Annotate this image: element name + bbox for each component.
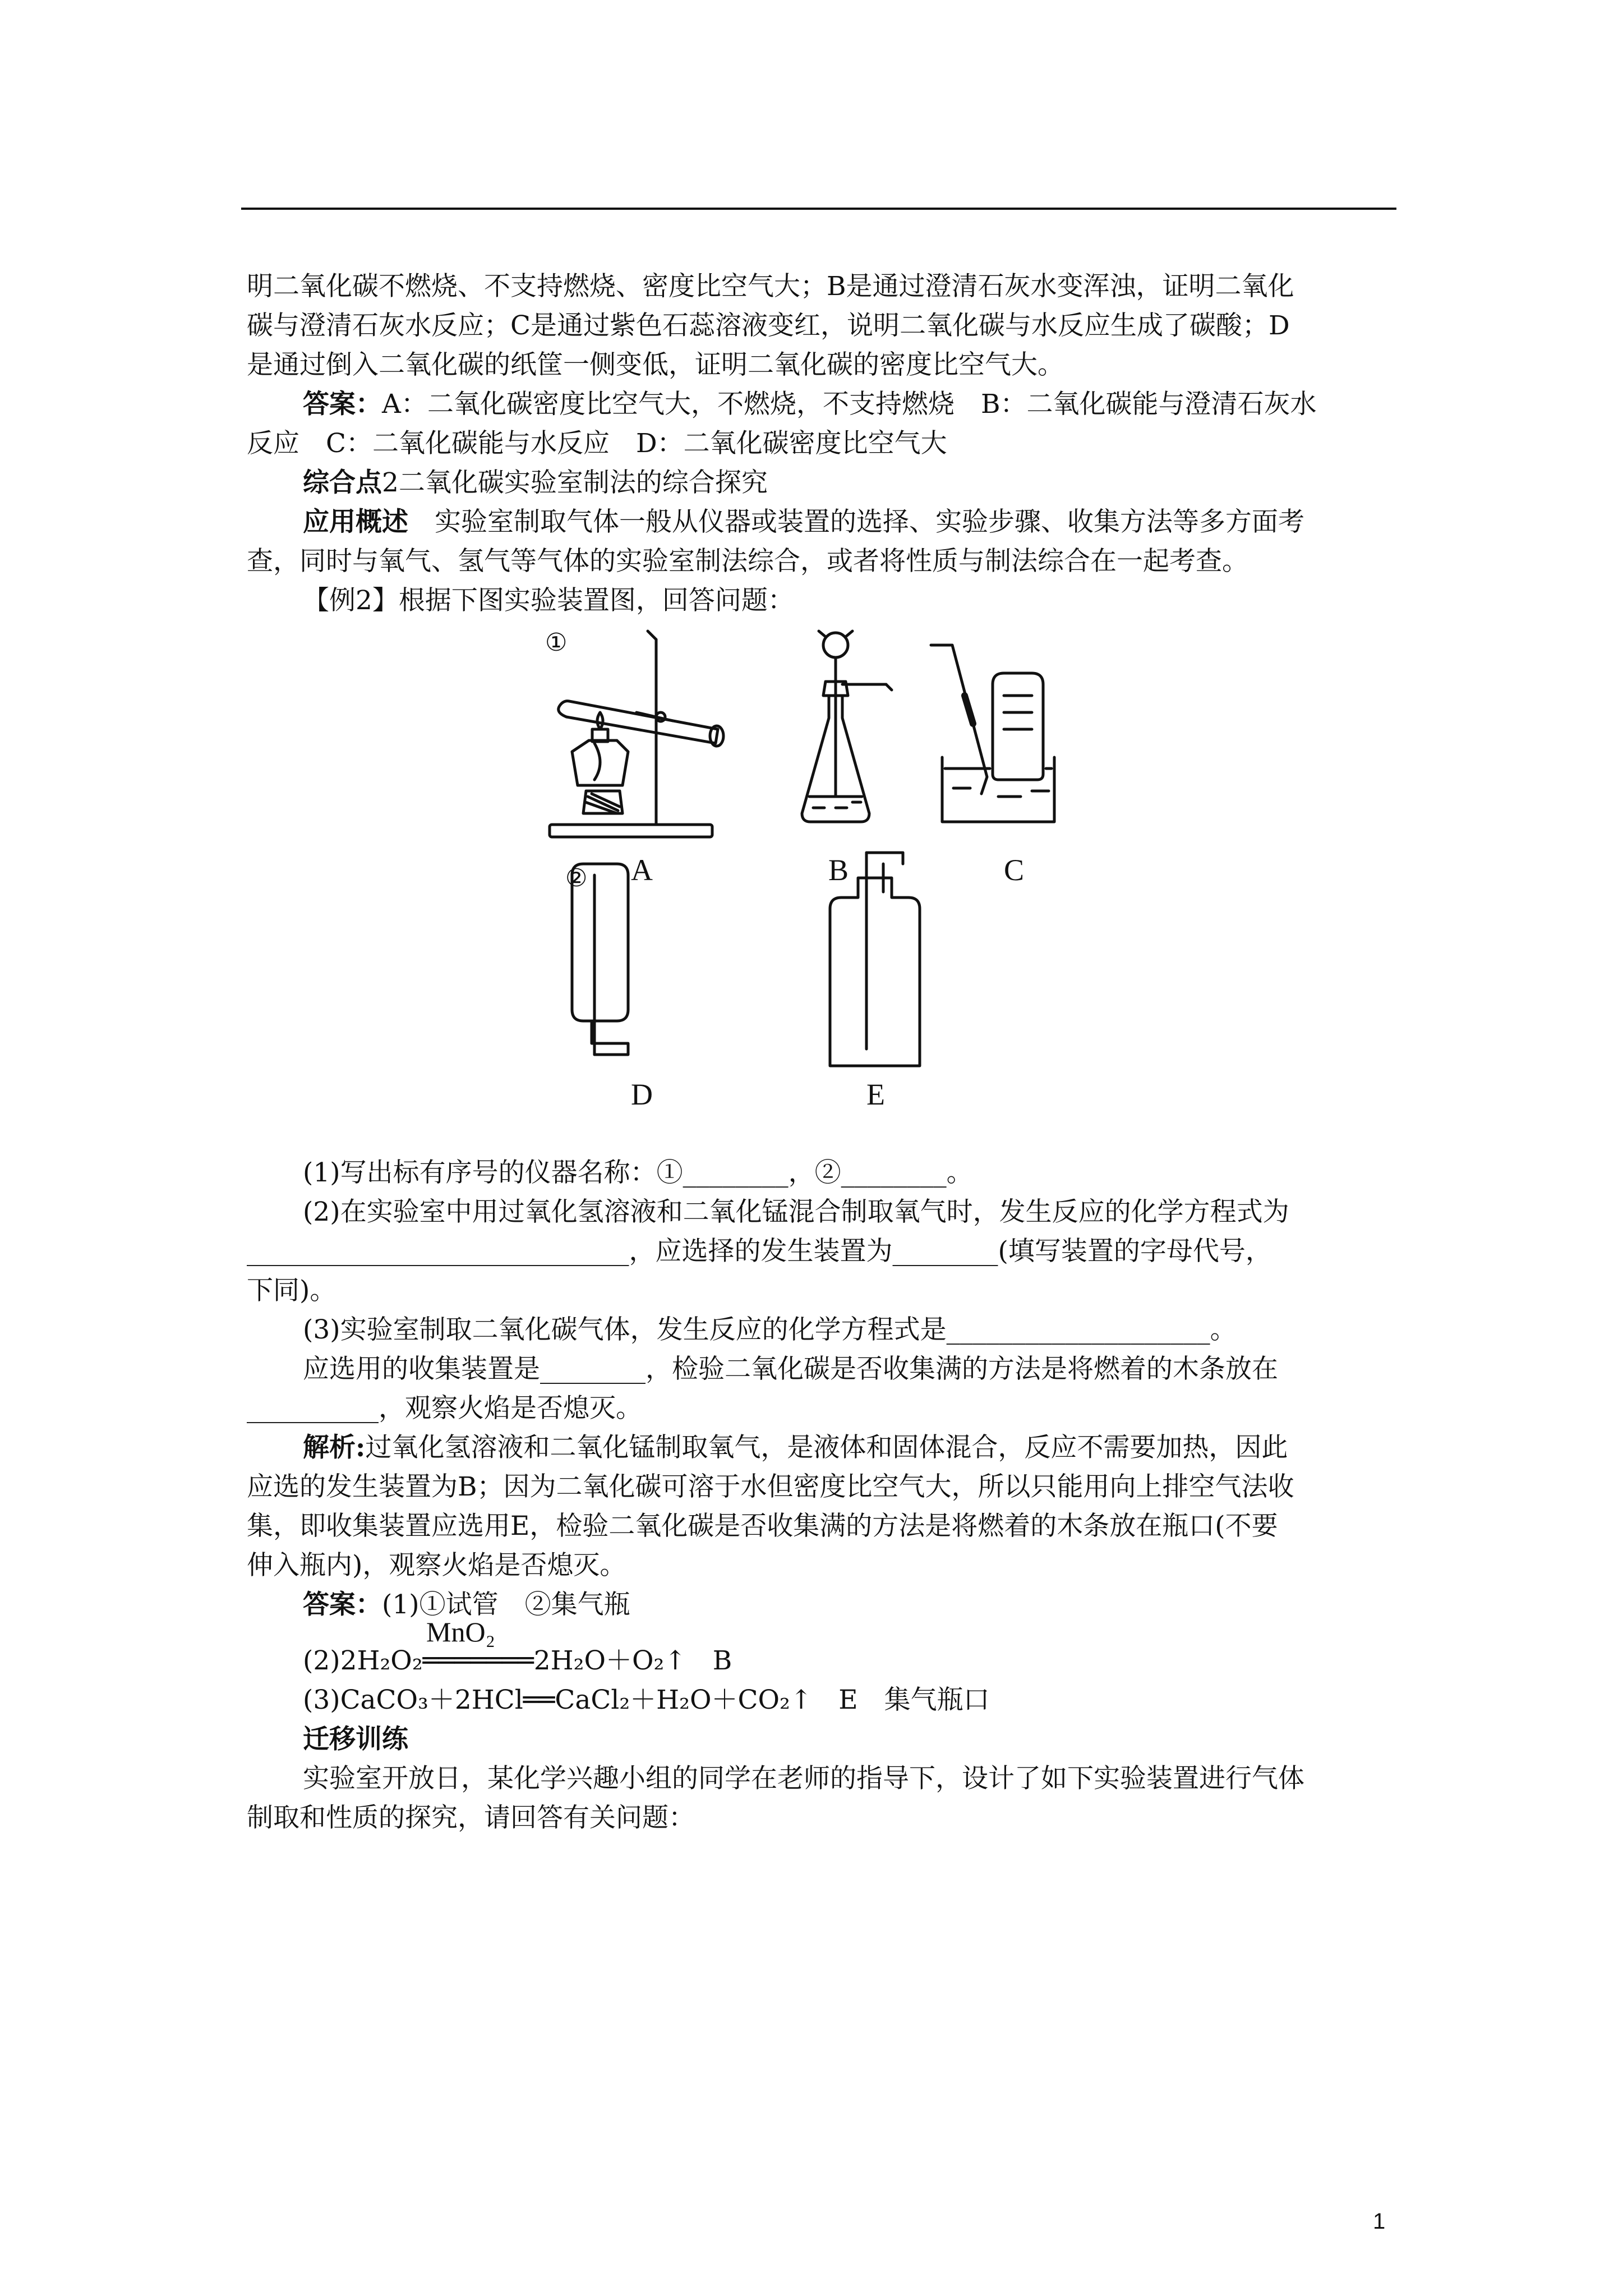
marker-2: ② — [565, 864, 588, 892]
answer-2-text: (1)①试管 ②集气瓶 — [382, 1589, 630, 1620]
answer-1-line-b: 反应 C：二氧化碳能与水反应 D：二氧化碳密度比空气大 — [247, 428, 947, 459]
para-line: 碳与澄清石灰水反应；C是通过紫色石蕊溶液变红，说明二氧化碳与水反应生成了碳酸；D — [247, 310, 1290, 341]
overview-line-a — [303, 504, 1391, 540]
label-c: C — [1004, 853, 1025, 887]
para-line: 是通过倒入二氧化碳的纸筐一侧变低，证明二氧化碳的密度比空气大。 — [247, 349, 1064, 380]
question-3-c: __________，观察火焰是否熄灭。 — [247, 1393, 642, 1424]
marker-1: ① — [545, 628, 568, 657]
question-2-c: 下同)。 — [247, 1275, 336, 1306]
topic-label: 综合点 — [303, 467, 382, 498]
answer-text: A：二氧化碳密度比空气大，不燃烧，不支持燃烧 B：二氧化碳能与澄清石灰水 — [382, 389, 1317, 420]
question-2-b: _____________________________，应选择的发生装置为________(填写装置的字母代号， — [247, 1236, 1272, 1267]
overview-line-b: 查，同时与氧气、氢气等气体的实验室制法综合，或者将性质与制法综合在一起考查。 — [247, 546, 1248, 577]
analysis-text: 过氧化氢溶液和二氧化锰制取氧气，是液体和固体混合，反应不需要加热，因此 — [365, 1432, 1288, 1463]
transfer-line-a: 实验室开放日，某化学兴趣小组的同学在老师的指导下，设计了如下实验装置进行气体 — [303, 1763, 1304, 1794]
transfer-label: 迁移训练 — [303, 1724, 408, 1755]
para-line: 明二氧化碳不燃烧、不支持燃烧、密度比空气大；B是通过澄清石灰水变浑浊，证明二氧化 — [247, 271, 1294, 302]
page-number: 1 — [1373, 2209, 1386, 2234]
label-b: B — [828, 853, 849, 887]
apparatus-c — [931, 645, 1054, 822]
question-1: (1)写出标有序号的仪器名称：①________，②________。 — [303, 1157, 973, 1188]
analysis-line-a — [303, 1429, 1391, 1466]
overview-label: 应用概述 — [303, 507, 408, 537]
apparatus-a — [550, 631, 723, 837]
answer-2-line-3: (3)CaCO₃＋2HCl══CaCl₂＋H₂O＋CO₂↑ E 集气瓶口 — [303, 1685, 990, 1715]
answer-1-line-a — [303, 386, 1391, 422]
analysis-line-b: 应选的发生装置为B；因为二氧化碳可溶于水但密度比空气大，所以只能用向上排空气法收 — [247, 1471, 1294, 1502]
example-heading: 【例2】根据下图实验装置图，回答问题： — [303, 585, 794, 616]
header-rule — [241, 208, 1396, 210]
apparatus-d — [572, 864, 628, 1055]
transfer-heading — [303, 1721, 1391, 1757]
label-e: E — [866, 1078, 885, 1111]
topic-heading — [303, 464, 1391, 501]
analysis-line-c: 集，即收集装置应选用E，检验二氧化碳是否收集满的方法是将燃着的木条放在瓶口(不要 — [247, 1511, 1278, 1542]
label-a: A — [631, 853, 653, 887]
answer-label: 答案： — [303, 389, 382, 420]
answer-2-line-2: (2)2H₂O₂═══════2H₂O＋O₂↑ B — [303, 1645, 732, 1676]
apparatus-b — [802, 631, 892, 822]
question-3-a: (3)实验室制取二氧化碳气体，发生反应的化学方程式是____________________。 — [303, 1314, 1237, 1345]
answer-2-label: 答案： — [303, 1589, 382, 1620]
question-3-b: 应选用的收集装置是________，检验二氧化碳是否收集满的方法是将燃着的木条放在 — [303, 1354, 1278, 1384]
topic-text: 2二氧化碳实验室制法的综合探究 — [382, 467, 768, 498]
apparatus-figure — [538, 628, 1155, 1124]
analysis-label: 解析: — [303, 1432, 366, 1463]
catalyst-label: MnO₂ — [426, 1616, 495, 1648]
analysis-line-d: 伸入瓶内)，观察火焰是否熄灭。 — [247, 1550, 626, 1581]
overview-text: 实验室制取气体一般从仪器或装置的选择、实验步骤、收集方法等多方面考 — [408, 507, 1304, 537]
transfer-line-b: 制取和性质的探究，请回答有关问题： — [247, 1802, 695, 1833]
label-d: D — [631, 1078, 653, 1111]
question-2-a: (2)在实验室中用过氧化氢溶液和二氧化锰混合制取氧气时，发生反应的化学方程式为 — [303, 1197, 1289, 1227]
